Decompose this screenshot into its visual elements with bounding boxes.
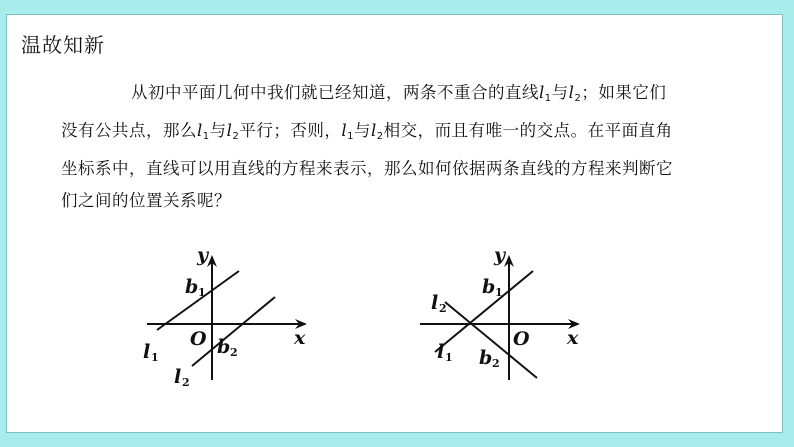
b2-subscript: 2	[492, 357, 500, 370]
y-axis-label: y	[197, 244, 209, 266]
intro-paragraph: 从初中平面几何中我们就已经知道，两条不重合的直线$l_1$与$l_2$；如果它们没有公共点，那么$l_1$与$l_2$平行；否则，$l_1$与$l_2$相交，而且有唯一的交点。在平面直角坐标系中，直线可以用直线的方程来表示，那么如何依据两条直线的方程来判断它们之间的位置关系呢？	[61, 83, 673, 210]
l2-label: l	[174, 366, 182, 388]
l2-label: l	[431, 292, 439, 314]
l2-subscript: 2	[439, 302, 447, 315]
slide-title: 温故知新	[21, 33, 105, 57]
y-axis-label: y	[494, 244, 506, 266]
b1-subscript: 1	[495, 286, 503, 299]
b2-label: b	[217, 336, 231, 358]
figures	[7, 15, 784, 434]
figure-parallel-lines	[143, 244, 306, 389]
l2-subscript: 2	[182, 376, 190, 389]
b2-label: b	[479, 347, 493, 369]
origin-label: O	[513, 328, 530, 350]
l1-subscript: 1	[445, 351, 453, 364]
figure-intersecting-lines	[420, 244, 579, 380]
b1-label: b	[482, 276, 496, 298]
l1-subscript: 1	[151, 351, 159, 364]
b1-subscript: 1	[198, 286, 206, 299]
b1-label: b	[185, 276, 199, 298]
l1-label: l	[437, 341, 445, 363]
x-axis-label: x	[294, 327, 306, 349]
b2-subscript: 2	[230, 346, 238, 359]
origin-label: O	[190, 328, 207, 350]
slide	[6, 14, 783, 433]
l1-label: l	[143, 341, 151, 363]
x-axis-label: x	[567, 327, 579, 349]
